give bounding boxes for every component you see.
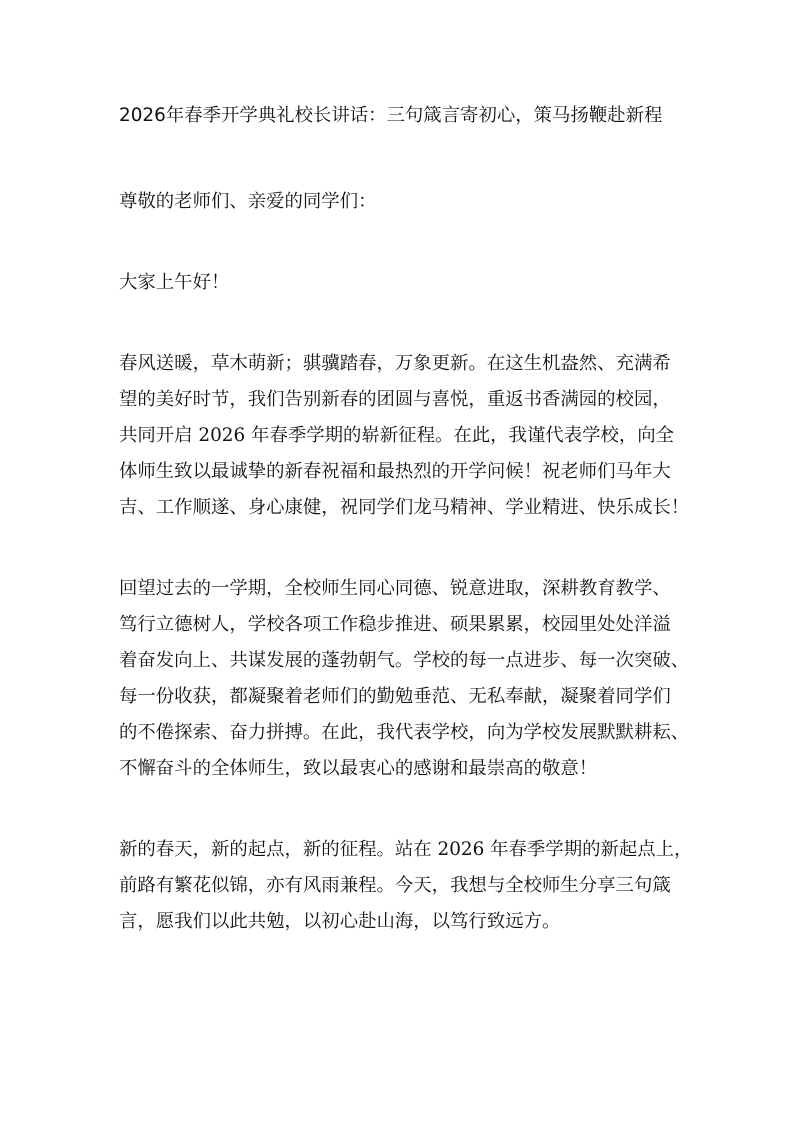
paragraph-line: 共同开启 2026 年春季学期的崭新征程。在此，我谨代表学校，向全 [119, 425, 675, 446]
paragraph-line: 春风送暖，草木萌新；骐骥踏春，万象更新。在这生机盎然、充满希 [119, 353, 671, 374]
paragraph-line: 新的春天，新的起点，新的征程。站在 2026 年春季学期的新起点上， [119, 839, 693, 860]
paragraph-line: 笃行立德树人，学校各项工作稳步推进、硕果累累，校园里处处洋溢 [119, 614, 671, 635]
paragraph-line: 不懈奋斗的全体师生，致以最衷心的感谢和最崇高的敬意！ [119, 758, 598, 779]
paragraph-line: 言，愿我们以此共勉，以初心赴山海，以笃行致远方。 [119, 911, 561, 932]
salutation: 尊敬的老师们、亲爱的同学们： [119, 191, 377, 212]
paragraph-line: 吉、工作顺遂、身心康健，祝同学们龙马精神、学业精进、快乐成长！ [119, 497, 690, 518]
paragraph-line: 望的美好时节，我们告别新春的团圆与喜悦，重返书香满园的校园， [119, 389, 671, 410]
paragraph-line: 体师生致以最诚挚的新春祝福和最热烈的开学问候！祝老师们马年大 [119, 461, 671, 482]
paragraph-line: 前路有繁花似锦，亦有风雨兼程。今天，我想与全校师生分享三句箴 [119, 875, 671, 896]
paragraph-line: 的不倦探索、奋力拼搏。在此，我代表学校，向为学校发展默默耕耘、 [119, 722, 690, 743]
document-title: 2026年春季开学典礼校长讲话：三句箴言寄初心，策马扬鞭赴新程 [119, 105, 663, 126]
paragraph-line: 着奋发向上、共谋发展的蓬勃朝气。学校的每一点进步、每一次突破、 [119, 650, 690, 671]
paragraph-line: 回望过去的一学期，全校师生同心同德、锐意进取，深耕教育教学、 [119, 578, 671, 599]
paragraph-line: 每一份收获，都凝聚着老师们的勤勉垂范、无私奉献，凝聚着同学们 [119, 686, 671, 707]
greeting: 大家上午好！ [119, 272, 230, 293]
